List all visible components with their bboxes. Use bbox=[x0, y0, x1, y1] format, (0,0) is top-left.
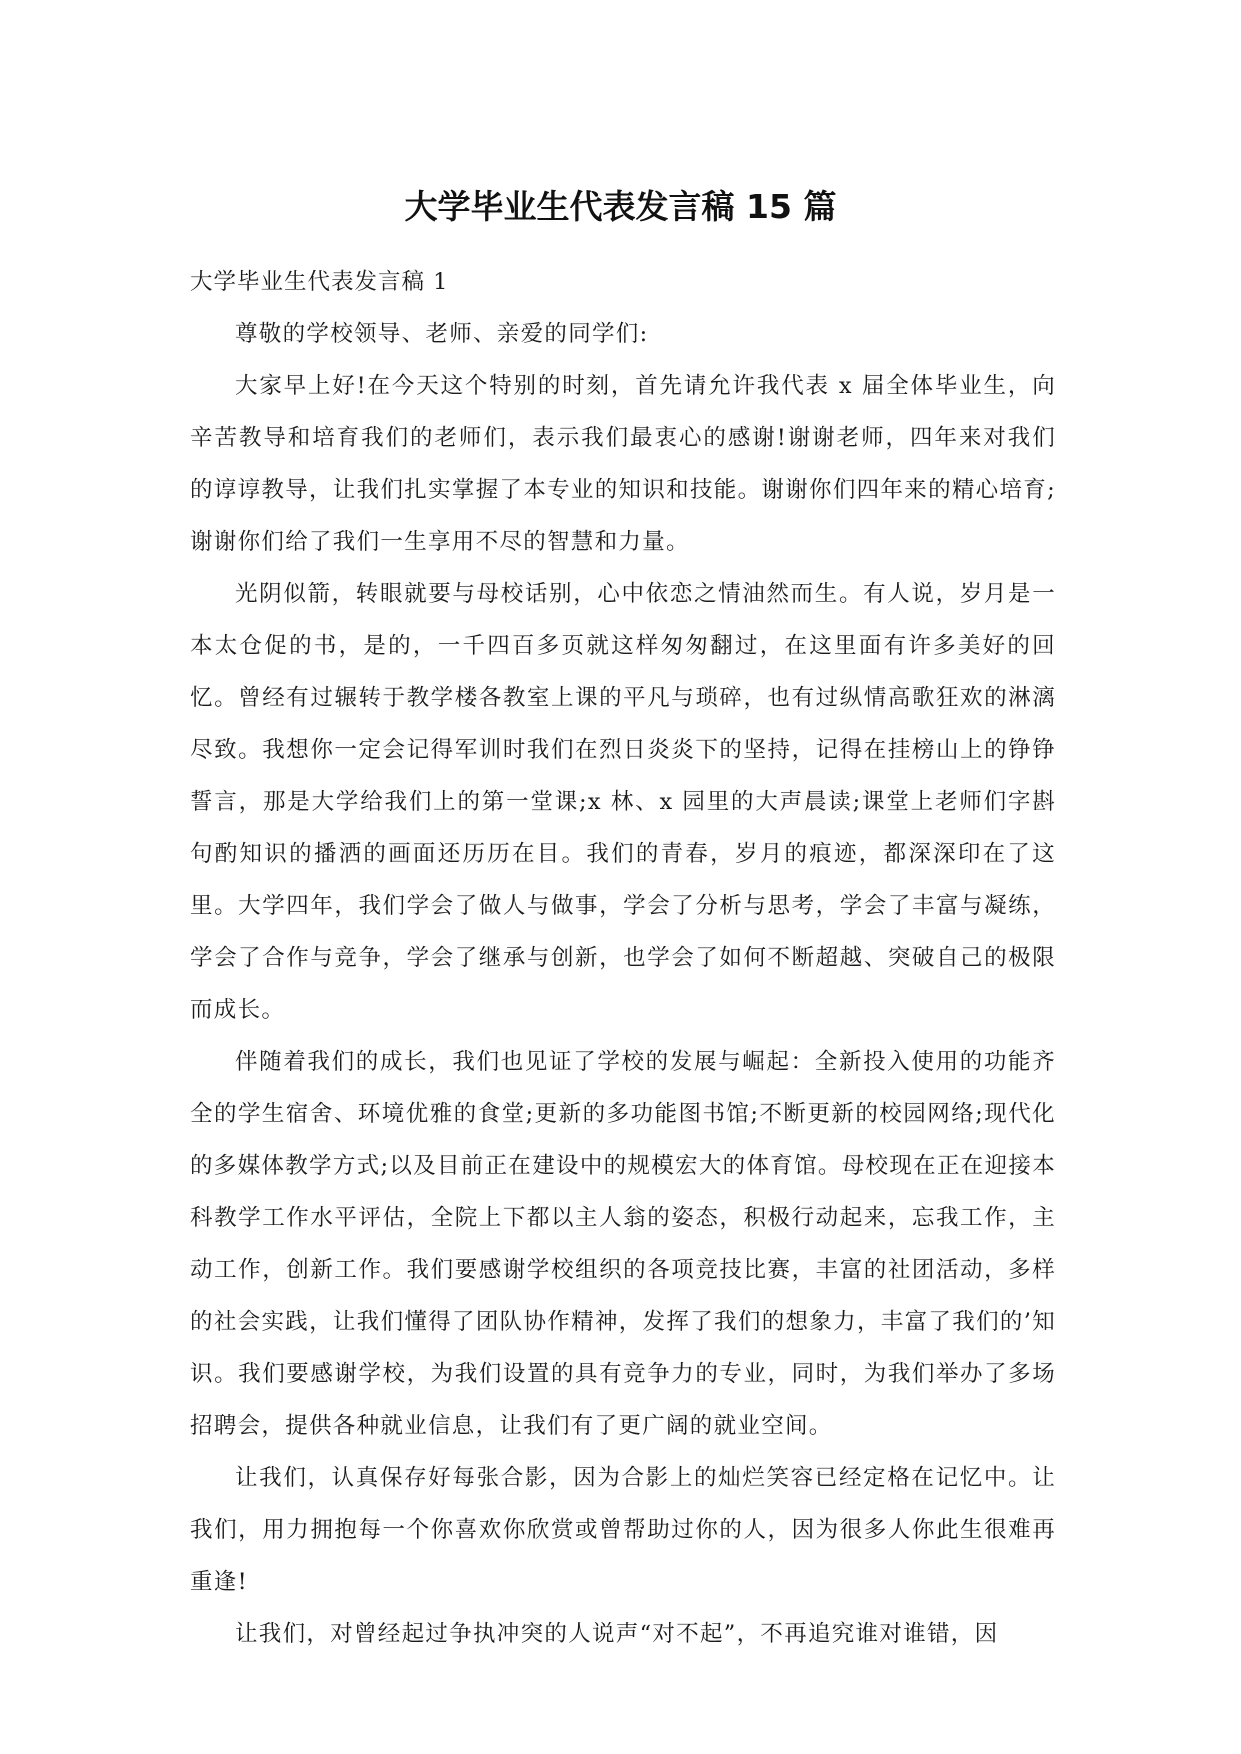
paragraph-salutation: 尊敬的学校领导、老师、亲爱的同学们: bbox=[235, 321, 649, 347]
paragraph-apology: 让我们，对曾经起过争执冲突的人说声“对不起”，不再追究谁对谁错，因 bbox=[235, 1621, 999, 1647]
paragraph-memories: 光阴似箭，转眼就要与母校话别，心中依恋之情油然而生。有人说，岁月是一本太仓促的书，是的，一千四百多页就这样匆匆翻过，在这里面有许多美好的回忆。曾经有过辗转于教学楼各教室上课的平凡与琐碎，也有过纵情高歌狂欢的淋漓尽致。我想你一定会记得军训时我们在烈日炎炎下的坚持，记得在挂榜山上的铮铮誓言，那是大学给我们上的第一堂课;x 林、x 园里的大声晨读;课堂上老师们字斟句酌知识的播洒的画面还历历在目。我们的青春，岁月的痕迹，都深深印在了这里。大学四年，我们学会了做人与做事，学会了分析与思考，学会了丰富与凝练，学会了合作与竞争，学会了继承与创新，也学会了如何不断超越、突破自己的极限而成长。 bbox=[190, 581, 1056, 1023]
document-body bbox=[190, 256, 1056, 1660]
document-title: 大学毕业生代表发言稿 15 篇 bbox=[404, 187, 837, 226]
paragraph-cherish-photos: 让我们，认真保存好每张合影，因为合影上的灿烂笑容已经定格在记忆中。让我们，用力拥抱每一个你喜欢你欣赏或曾帮助过你的人，因为很多人你此生很难再重逢! bbox=[190, 1465, 1056, 1595]
paragraph-school-development: 伴随着我们的成长，我们也见证了学校的发展与崛起：全新投入使用的功能齐全的学生宿舍、环境优雅的食堂;更新的多功能图书馆;不断更新的校园网络;现代化的多媒体教学方式;以及目前正在建设中的规模宏大的体育馆。母校现在正在迎接本科教学工作水平评估，全院上下都以主人翁的姿态，积极行动起来，忘我工作，主动工作，创新工作。我们要感谢学校组织的各项竞技比赛，丰富的社团活动，多样的社会实践，让我们懂得了团队协作精神，发挥了我们的想象力，丰富了我们的’知识。我们要感谢学校，为我们设置的具有竞争力的专业，同时，为我们举办了多场招聘会，提供各种就业信息，让我们有了更广阔的就业空间。 bbox=[190, 1049, 1056, 1439]
section-heading: 大学毕业生代表发言稿 1 bbox=[190, 269, 449, 295]
paragraph-greeting: 大家早上好!在今天这个特别的时刻，首先请允许我代表 x 届全体毕业生，向辛苦教导和培育我们的老师们，表示我们最衷心的感谢!谢谢老师，四年来对我们的谆谆教导，让我们扎实掌握了本专业的知识和技能。谢谢你们四年来的精心培育;谢谢你们给了我们一生享用不尽的智慧和力量。 bbox=[190, 373, 1056, 555]
